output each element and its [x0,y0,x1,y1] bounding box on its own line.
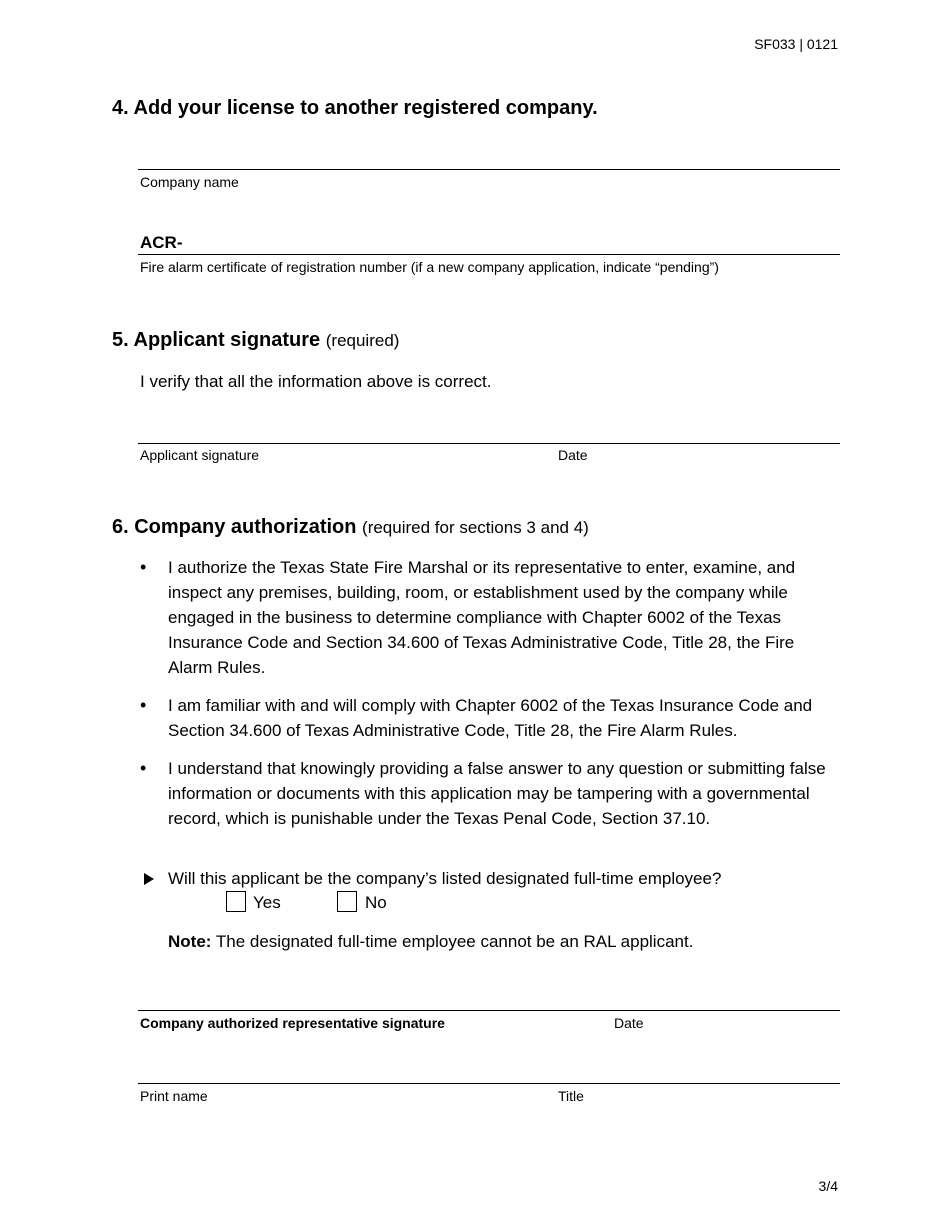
acr-number-label: Fire alarm certificate of registration number (if a new company application, indicate “pending”) [140,259,719,275]
authorization-bullets [140,555,840,831]
yes-label: Yes [253,893,281,912]
acr-prefix: ACR- [140,233,183,252]
bullet-comply-rules: • I am familiar with and will comply with Chapter 6002 of the Texas Insurance Code and Section 34.600 of Texas Administrative Code, Title 28, the Fire Alarm Rules. [140,693,840,743]
triangle-bullet-icon [144,873,154,885]
applicant-signature-field[interactable] [138,443,840,444]
title-label: Title [558,1088,584,1104]
section-6-title [112,516,589,539]
section-5-title [112,329,399,352]
page-number: 3/4 [818,1178,838,1194]
form-id: SF033 | 0121 [754,36,838,52]
no-checkbox[interactable] [337,891,357,912]
bullet-authorize-inspection: • I authorize the Texas State Fire Marshal or its representative to enter, examine, and inspect any premises, building, room, or establishment used by the company while engaged in the business to determine compliance with Chapter 6002 of the Texas Insurance Code and Section 34.600 of Texas Administrative Code, Title 28, the Fire Alarm Rules. [140,555,840,680]
section-6-title-note: (required for sections 3 and 4) [362,518,589,537]
designated-employee-question [140,866,840,891]
rep-signature-field[interactable] [138,1010,840,1011]
section-6-title-text: 6. Company authorization [112,516,357,538]
rep-date-label: Date [614,1015,644,1031]
applicant-date-label: Date [558,447,588,463]
section-5-title-text: 5. Applicant signature [112,329,321,351]
note-text: The designated full-time employee cannot be an RAL applicant. [215,932,694,951]
acr-number-field[interactable] [138,254,840,255]
applicant-signature-label: Applicant signature [140,447,260,463]
print-name-label: Print name [140,1088,208,1104]
bullet-false-answer-warning: • I understand that knowingly providing a false answer to any question or submitting false information or documents with this application may be tampering with a governmental record, which is punishable under the Texas Penal Code, Section 37.10. [140,756,840,831]
note [168,929,693,954]
no-label: No [365,893,387,912]
question-text: Will this applicant be the company’s listed designated full-time employee? [168,869,722,888]
section-5-title-note: (required) [325,331,400,350]
company-name-label: Company name [140,174,239,190]
section-4-title: 4. Add your license to another registered company. [112,97,598,119]
rep-signature-label: Company authorized representative signature [140,1015,445,1031]
verify-statement: I verify that all the information above is correct. [140,372,492,391]
yes-checkbox[interactable] [226,891,246,912]
print-name-field[interactable] [138,1083,840,1084]
company-name-field[interactable] [138,169,840,170]
note-label: Note: [168,932,212,951]
